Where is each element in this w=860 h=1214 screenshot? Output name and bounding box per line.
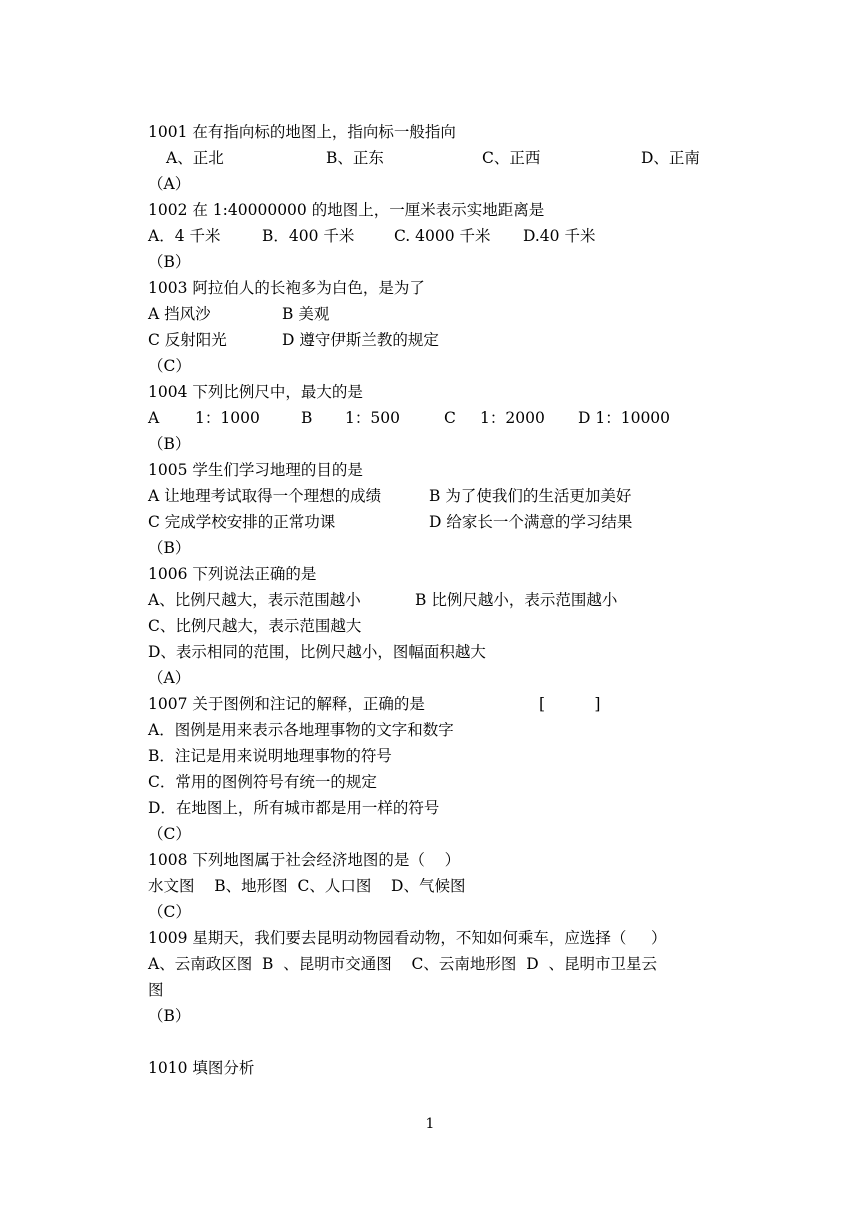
question-1006-option-d: D、表示相同的范围，比例尺越小，图幅面积越大	[148, 643, 486, 661]
question-1003-options-ab	[148, 302, 330, 326]
option-d: D 给家长一个满意的学习结果	[429, 513, 633, 531]
question-1005-options-ab	[148, 484, 632, 508]
option-b: B 为了使我们的生活更加美好	[429, 487, 632, 505]
option-d: D.40 千米	[523, 227, 596, 245]
option-b-value: 1：500	[345, 409, 400, 427]
option-c: C 反射阳光	[148, 331, 227, 349]
option-b-letter: B	[301, 409, 313, 427]
question-1007-answer: （C）	[148, 825, 191, 843]
question-1007-option-d: D．在地图上，所有城市都是用一样的符号	[148, 799, 440, 817]
answer-bracket: [ ]	[539, 695, 601, 713]
option-c-letter: C	[444, 409, 456, 427]
question-1001-options	[148, 146, 700, 170]
option-c: C、正西	[482, 149, 541, 167]
page-number: 1	[425, 1116, 435, 1132]
question-1005-stem: 1005 学生们学习地理的目的是	[148, 461, 363, 479]
question-1006-option-c: C、比例尺越大，表示范围越大	[148, 617, 362, 635]
option-b: B 比例尺越小，表示范围越小	[415, 591, 618, 609]
question-1009-stem: 1009 星期天，我们要去昆明动物园看动物，不知如何乘车，应选择（ ）	[148, 929, 667, 947]
question-1008-answer: （C）	[148, 903, 191, 921]
question-1002-stem: 1002 在 1:40000000 的地图上，一厘米表示实地距离是	[148, 201, 545, 219]
option-a-letter: A	[148, 409, 160, 427]
option-c: C. 4000 千米	[394, 227, 491, 245]
option-a: A、比例尺越大，表示范围越小	[148, 591, 361, 609]
option-a: A、正北	[166, 149, 224, 167]
question-1005-options-cd	[148, 510, 633, 534]
question-1003-stem: 1003 阿拉伯人的长袍多为白色，是为了	[148, 279, 425, 297]
question-1007-stem-line	[148, 692, 601, 716]
question-1002-options	[148, 224, 596, 248]
option-c-value: 1：2000	[480, 409, 545, 427]
option-a: A 挡风沙	[148, 305, 211, 323]
question-1006-options-ab	[148, 588, 618, 612]
option-c: C 完成学校安排的正常功课	[148, 513, 336, 531]
option-d: D、正南	[641, 149, 700, 167]
question-1006-answer: （A）	[148, 669, 191, 687]
question-1007-option-a: A．图例是用来表示各地理事物的文字和数字	[148, 721, 454, 739]
question-1009-answer: （B）	[148, 1007, 191, 1025]
question-1003-options-cd	[148, 328, 439, 352]
option-d: D 遵守伊斯兰教的规定	[282, 331, 439, 349]
option-a-value: 1：1000	[195, 409, 260, 427]
option-d: D 1：10000	[578, 409, 671, 427]
question-1004-options	[148, 406, 671, 430]
question-1001-stem: 1001 在有指向标的地图上，指向标一般指向	[148, 123, 456, 141]
question-1003-answer: （C）	[148, 357, 191, 375]
question-1007-option-b: B．注记是用来说明地理事物的符号	[148, 747, 392, 765]
question-1007-option-c: C．常用的图例符号有统一的规定	[148, 773, 377, 791]
option-a: A．4 千米	[148, 227, 221, 245]
question-1005-answer: （B）	[148, 539, 191, 557]
option-b: B 美观	[282, 305, 330, 323]
question-1004-stem: 1004 下列比例尺中，最大的是	[148, 383, 363, 401]
option-b: B、正东	[326, 149, 384, 167]
question-1004-answer: （B）	[148, 435, 191, 453]
question-1009-options-wrap: 图	[148, 981, 164, 999]
question-1002-answer: （B）	[148, 253, 191, 271]
question-1010-heading: 1010 填图分析	[148, 1059, 255, 1077]
option-b: B．400 千米	[262, 227, 355, 245]
question-1006-stem: 1006 下列说法正确的是	[148, 565, 317, 583]
question-1001-answer: （A）	[148, 175, 191, 193]
option-a: A 让地理考试取得一个理想的成绩	[148, 487, 382, 505]
question-1009-options: A、云南政区图 B 、昆明市交通图 C、云南地形图 D 、昆明市卫星云	[148, 955, 657, 973]
question-1008-options: 水文图 B、地形图 C、人口图 D、气候图	[148, 877, 466, 895]
question-1008-stem: 1008 下列地图属于社会经济地图的是（ ）	[148, 851, 461, 869]
question-1007-stem: 1007 关于图例和注记的解释，正确的是	[148, 695, 425, 713]
